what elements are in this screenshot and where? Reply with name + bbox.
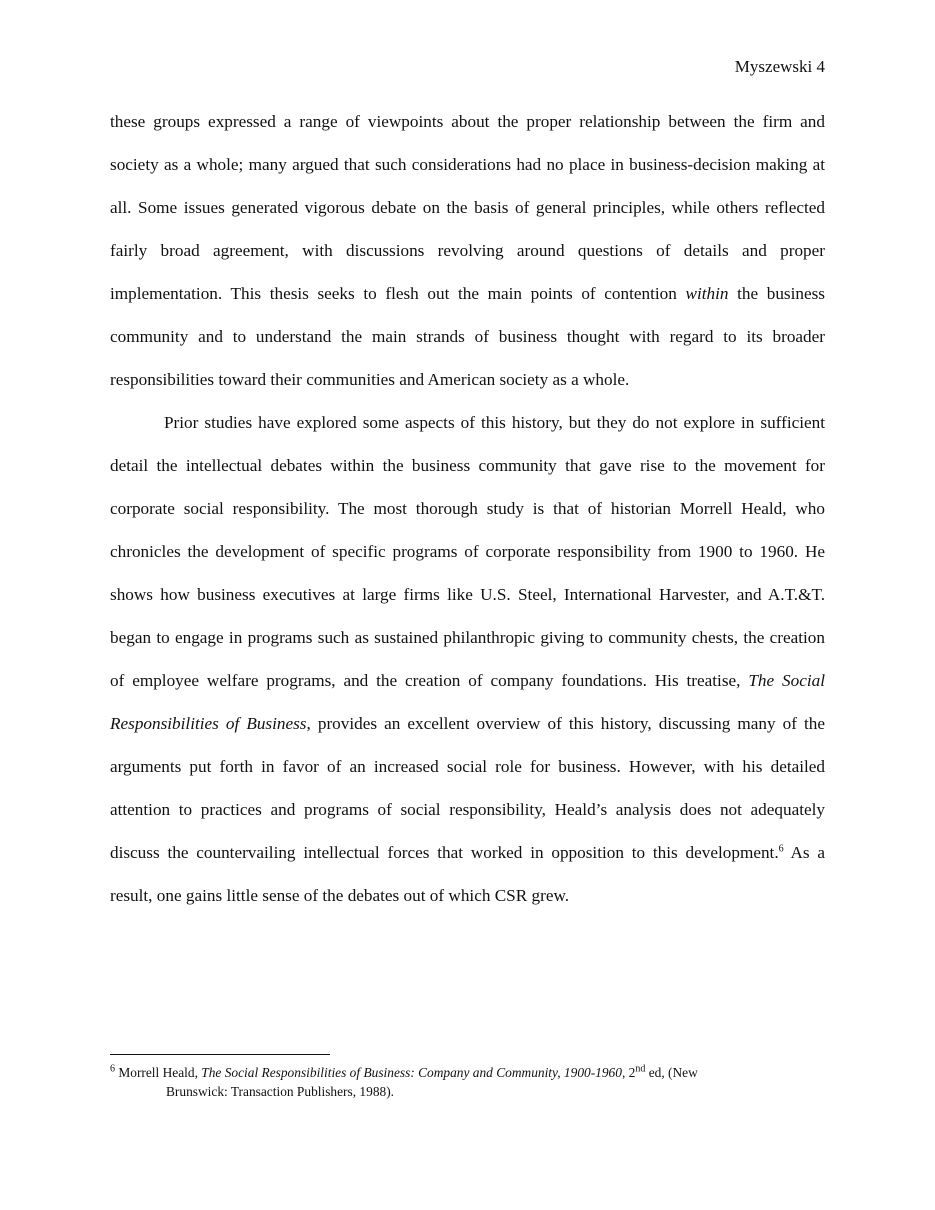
paragraph-1-text-b: the business community and to understand the main strands of business thought with regard to its broader responsibilities toward their communities and American society as a whole. [110,284,825,389]
footnote-title: The Social Responsibilities of Business: Company and Community, 1900-1960 [201,1065,622,1080]
paragraph-2-text-b: , provides an excellent overview of this history, discussing many of the arguments put forth in favor of an increased social role for business. However, with his detailed attention to practices and programs of social responsibility, Heald’s analysis does not adequately discuss the countervailing intellectual forces that worked in opposition to this development. [110,714,826,862]
footnote-reference[interactable]: 6 [778,843,784,855]
footnote-edition-rest: ed, (New [645,1065,698,1080]
paragraph-2 [110,401,825,917]
page-header: Myszewski 4 [734,57,825,76]
footnote-line-2: Brunswick: Transaction Publishers, 1988). [166,1084,395,1099]
footnote-edition: , 2 [621,1065,636,1080]
paragraph-1 [110,100,825,401]
footnote-divider [110,1054,330,1055]
paragraph-1-emphasis: within [685,284,729,303]
footnote-edition-ordinal: nd [635,1063,646,1075]
paragraph-2-text-c: As a result, one gains little sense of the debates out of which CSR grew. [110,843,826,905]
footnote-author: Morrell Heald, [115,1065,202,1080]
body-text [110,100,825,917]
book-title: The Social Responsibilities of Business [110,671,825,733]
paragraph-1-text-a: these groups expressed a range of viewpoints about the proper relationship between the firm and society as a whole; many argued that such considerations had no place in business-decision making at all. Some issues generated vigorous debate on the basis of general principles, while others reflected fairly broad agreement, with discussions revolving around questions of details and proper implementation. This thesis seeks to flesh out the main points of contention [110,112,825,303]
footnote-line-1 [110,1065,698,1080]
footnote-number: 6 [110,1063,115,1075]
footnote [110,1063,825,1101]
paragraph-2-text-a: Prior studies have explored some aspects of this history, but they do not explore in sufficient detail the intellectual debates within the business community that gave rise to the movement for corporate social responsibility. The most thorough study is that of historian Morrell Heald, who chronicles the development of specific programs of corporate responsibility from 1900 to 1960. He shows how business executives at large firms like U.S. Steel, International Harvester, and A.T.&T. began to engage in programs such as sustained philanthropic giving to community chests, the creation of employee welfare programs, and the creation of company foundations. His treatise, [110,413,825,690]
